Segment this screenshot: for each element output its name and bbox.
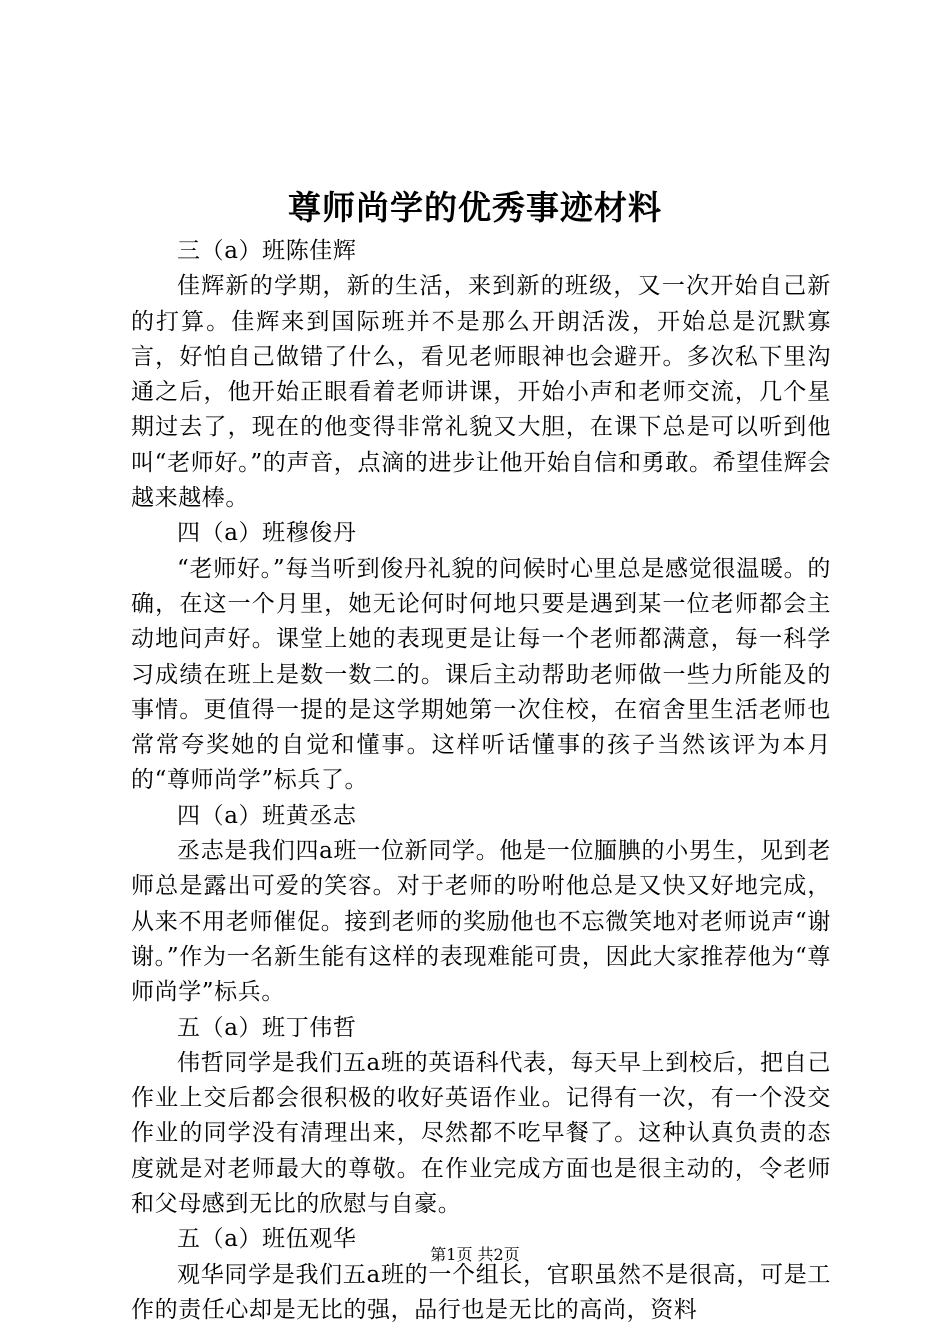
section-name: 五（a）班伍观华	[177, 1226, 357, 1253]
section-name: 五（a）班丁伟哲	[177, 1014, 357, 1041]
section-text: 佳辉新的学期，新的生活，来到新的班级，又一次开始自己新的打算。佳辉来到国际班并不是那么开朗活泼，开始总是沉默寡言，好怕自己做错了什么，看见老师眼神也会避开。多次私下里沟通之后，他开始正眼看着老师讲课，开始小声和老师交流，几个星期过去了，现在的他变得非常礼貌又大胆，在课下总是可以听到他叫“老师好。”的声音，点滴的进步让他开始自信和勇敢。希望佳辉会越来越棒。	[131, 273, 831, 512]
section-name: 四（a）班黄丞志	[177, 802, 357, 829]
page-footer: 第1页 共2页	[430, 1245, 520, 1264]
section-name: 三（a）班陈佳辉	[177, 238, 357, 264]
section-name: 四（a）班穆俊丹	[177, 520, 357, 547]
section-text: 观华同学是我们五a班的一个组长，官职虽然不是很高，可是工作的责任心却是无比的强，品行也是无比的高尚，资料	[131, 1261, 831, 1323]
section-text: “老师好。”每当听到俊丹礼貌的问候时心里总是感觉很温暖。的确，在这一个月里，她无论何时何地只要是遇到某一位老师都会主动地问声好。课堂上她的表现更是让每一个老师都满意，每一科学习成绩在班上是数一数二的。课后主动帮助老师做一些力所能及的事情。更值得一提的是这学期她第一次住校，在宿舍里生活老师也常常夸奖她的自觉和懂事。这样听话懂事的孩子当然该评为本月的“尊师尚学”标兵了。	[131, 555, 831, 794]
document-body	[131, 234, 831, 1328]
section-text: 伟哲同学是我们五a班的英语科代表，每天早上到校后，把自己作业上交后都会很积极的收好英语作业。记得有一次，有一个没交作业的同学没有清理出来，尽然都不吃早餐了。这种认真负责的态度就是对老师最大的尊敬。在作业完成方面也是很主动的，令老师和父母感到无比的欣慰与自豪。	[131, 1049, 831, 1218]
section-text: 丞志是我们四a班一位新同学。他是一位腼腆的小男生，见到老师总是露出可爱的笑容。对于老师的吩咐他总是又快又好地完成，从来不用老师催促。接到老师的奖励他也不忘微笑地对老师说声“谢谢。”作为一名新生能有这样的表现难能可贵，因此大家推荐他为“尊师尚学”标兵。	[131, 838, 831, 1006]
document-title: 尊师尚学的优秀事迹材料	[288, 188, 662, 227]
